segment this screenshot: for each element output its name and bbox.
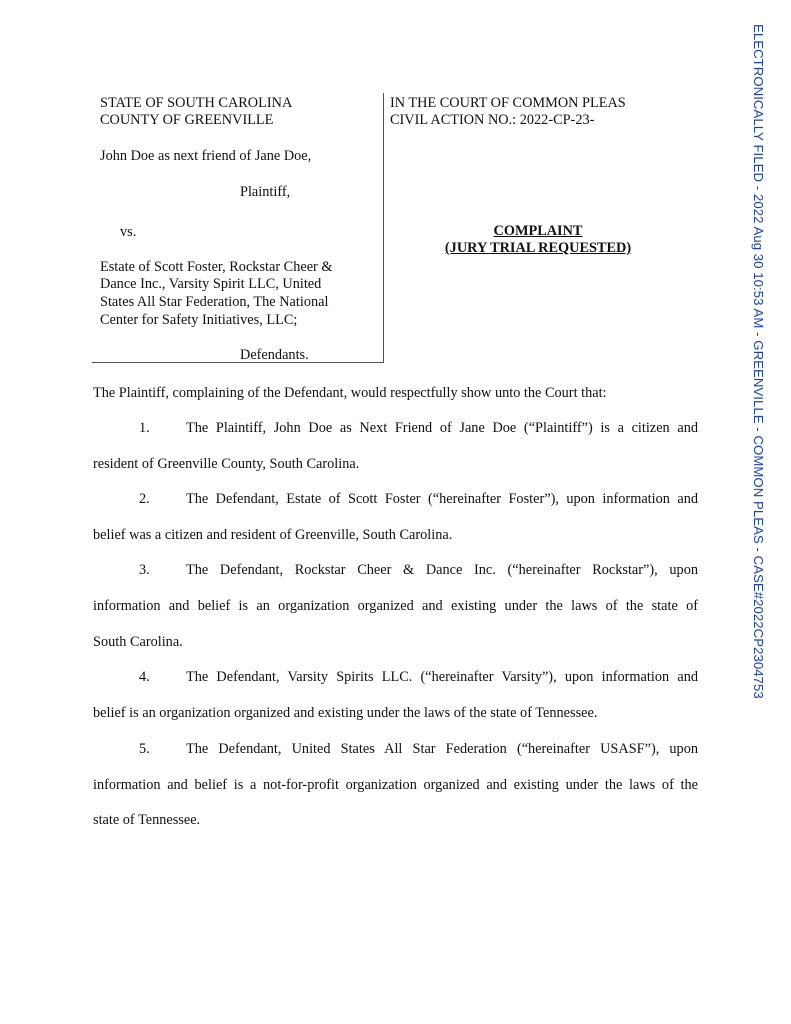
caption-defendants-line: Dance Inc., Varsity Spirit LLC, United	[100, 276, 322, 292]
paragraph-number: 3.	[139, 562, 150, 578]
caption-defendants-line: Center for Safety Initiatives, LLC;	[100, 312, 298, 328]
caption-defendants-line: Estate of Scott Foster, Rockstar Cheer &	[100, 259, 333, 275]
paragraph-line: belief is an organization organized and existing under the laws of the state of Tennessee.	[93, 705, 598, 721]
paragraph-line: resident of Greenville County, South Carolina.	[93, 456, 360, 472]
paragraph-line: information and belief is an organization organized and existing under the laws of the state of	[93, 598, 698, 614]
paragraph-first-line: The Defendant, Estate of Scott Foster (“hereinafter Foster”), upon information and	[186, 491, 698, 507]
jury-trial-title: (JURY TRIAL REQUESTED)	[444, 240, 632, 256]
paragraph-number: 1.	[139, 420, 150, 436]
caption-plaintiff-name: John Doe as next friend of Jane Doe,	[100, 148, 312, 164]
caption-state: STATE OF SOUTH CAROLINA	[100, 95, 293, 111]
complaint-title: COMPLAINT	[493, 223, 583, 239]
paragraph-line: belief was a citizen and resident of Greenville, South Carolina.	[93, 527, 453, 543]
paragraph-number: 5.	[139, 741, 150, 757]
court-name: IN THE COURT OF COMMON PLEAS	[390, 95, 626, 111]
caption-county: COUNTY OF GREENVILLE	[100, 112, 274, 128]
caption-plaintiff-label: Plaintiff,	[240, 184, 291, 200]
paragraph-line: South Carolina.	[93, 634, 183, 650]
paragraph-first-line: The Defendant, Varsity Spirits LLC. (“hereinafter Varsity”), upon information and	[186, 669, 698, 685]
caption-defendants-line: States All Star Federation, The National	[100, 294, 329, 310]
paragraph-number: 4.	[139, 669, 150, 685]
caption-defendants-label: Defendants.	[240, 347, 309, 363]
paragraph-number: 2.	[139, 491, 150, 507]
paragraph-line: state of Tennessee.	[93, 812, 201, 828]
caption-horizontal-divider	[92, 362, 384, 363]
paragraph-line: information and belief is a not-for-profit organization organized and existing under the laws of the	[93, 777, 698, 793]
intro-text: The Plaintiff, complaining of the Defendant, would respectfully show unto the Court that:	[93, 385, 607, 401]
civil-action-number: CIVIL ACTION NO.: 2022-CP-23-	[390, 112, 595, 128]
filing-stamp-text: ELECTRONICALLY FILED - 2022 Aug 30 10:53 AM - GREENVILLE - COMMON PLEAS - CASE#2022CP2304753	[751, 24, 766, 699]
paragraph-first-line: The Defendant, Rockstar Cheer & Dance Inc. (“hereinafter Rockstar”), upon	[186, 562, 698, 578]
paragraph-first-line: The Plaintiff, John Doe as Next Friend of Jane Doe (“Plaintiff”) is a citizen and	[186, 420, 698, 436]
caption-vs: vs.	[120, 224, 137, 240]
paragraph-first-line: The Defendant, United States All Star Federation (“hereinafter USASF”), upon	[186, 741, 698, 757]
caption-vertical-divider	[383, 93, 384, 363]
filing-stamp	[750, 24, 767, 724]
